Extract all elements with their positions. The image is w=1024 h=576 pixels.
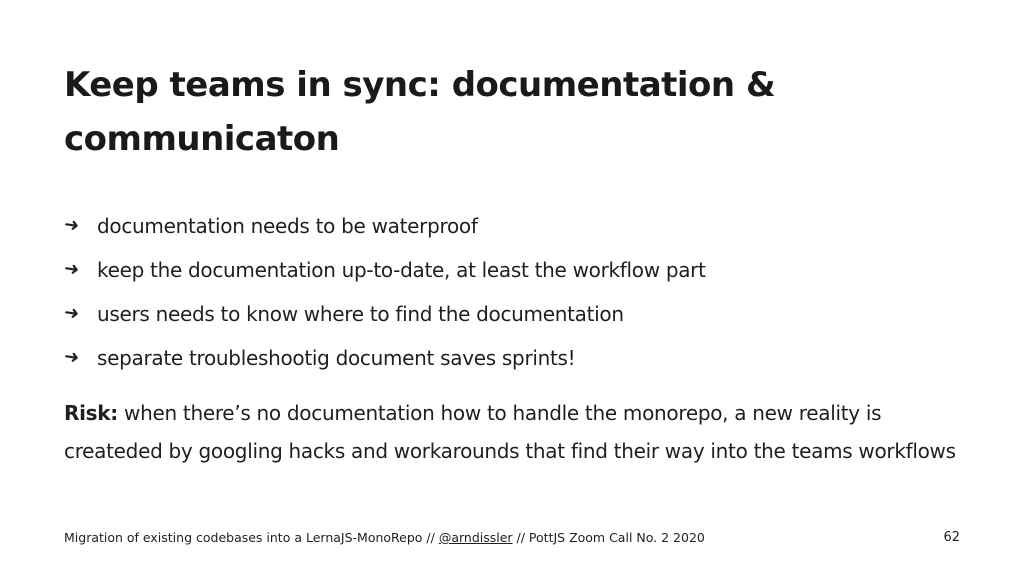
footer-text-after: // PottJS Zoom Call No. 2 2020 [512,530,705,545]
arrow-icon: ➜ [62,213,81,237]
arrow-icon: ➜ [62,345,81,369]
footer-text-before: Migration of existing codebases into a LernaJS-MonoRepo // [64,530,439,545]
footer [64,530,894,545]
bullet-item [64,248,964,292]
risk-label: Risk: [64,401,118,425]
bullet-item [64,204,964,248]
bullet-item [64,292,964,336]
page-number: 62 [943,530,960,545]
bullet-text: users needs to know where to find the documentation [97,302,624,326]
bullet-text: separate troubleshootig document saves sprints! [97,346,576,370]
risk-text: when there’s no documentation how to handle the monorepo, a new reality is createded by googling hacks and workarounds that find their way into the teams workflows [64,401,956,463]
bullet-item [64,336,964,380]
risk-paragraph [64,394,964,470]
slide-title: Keep teams in sync: documentation & communicaton [64,65,776,159]
bullet-text: documentation needs to be waterproof [97,214,478,238]
author-link[interactable]: @arndissler [438,530,513,545]
arrow-icon: ➜ [62,301,81,325]
bullet-text: keep the documentation up-to-date, at least the workflow part [97,258,706,282]
bullet-list [64,204,964,380]
arrow-icon: ➜ [62,257,81,281]
